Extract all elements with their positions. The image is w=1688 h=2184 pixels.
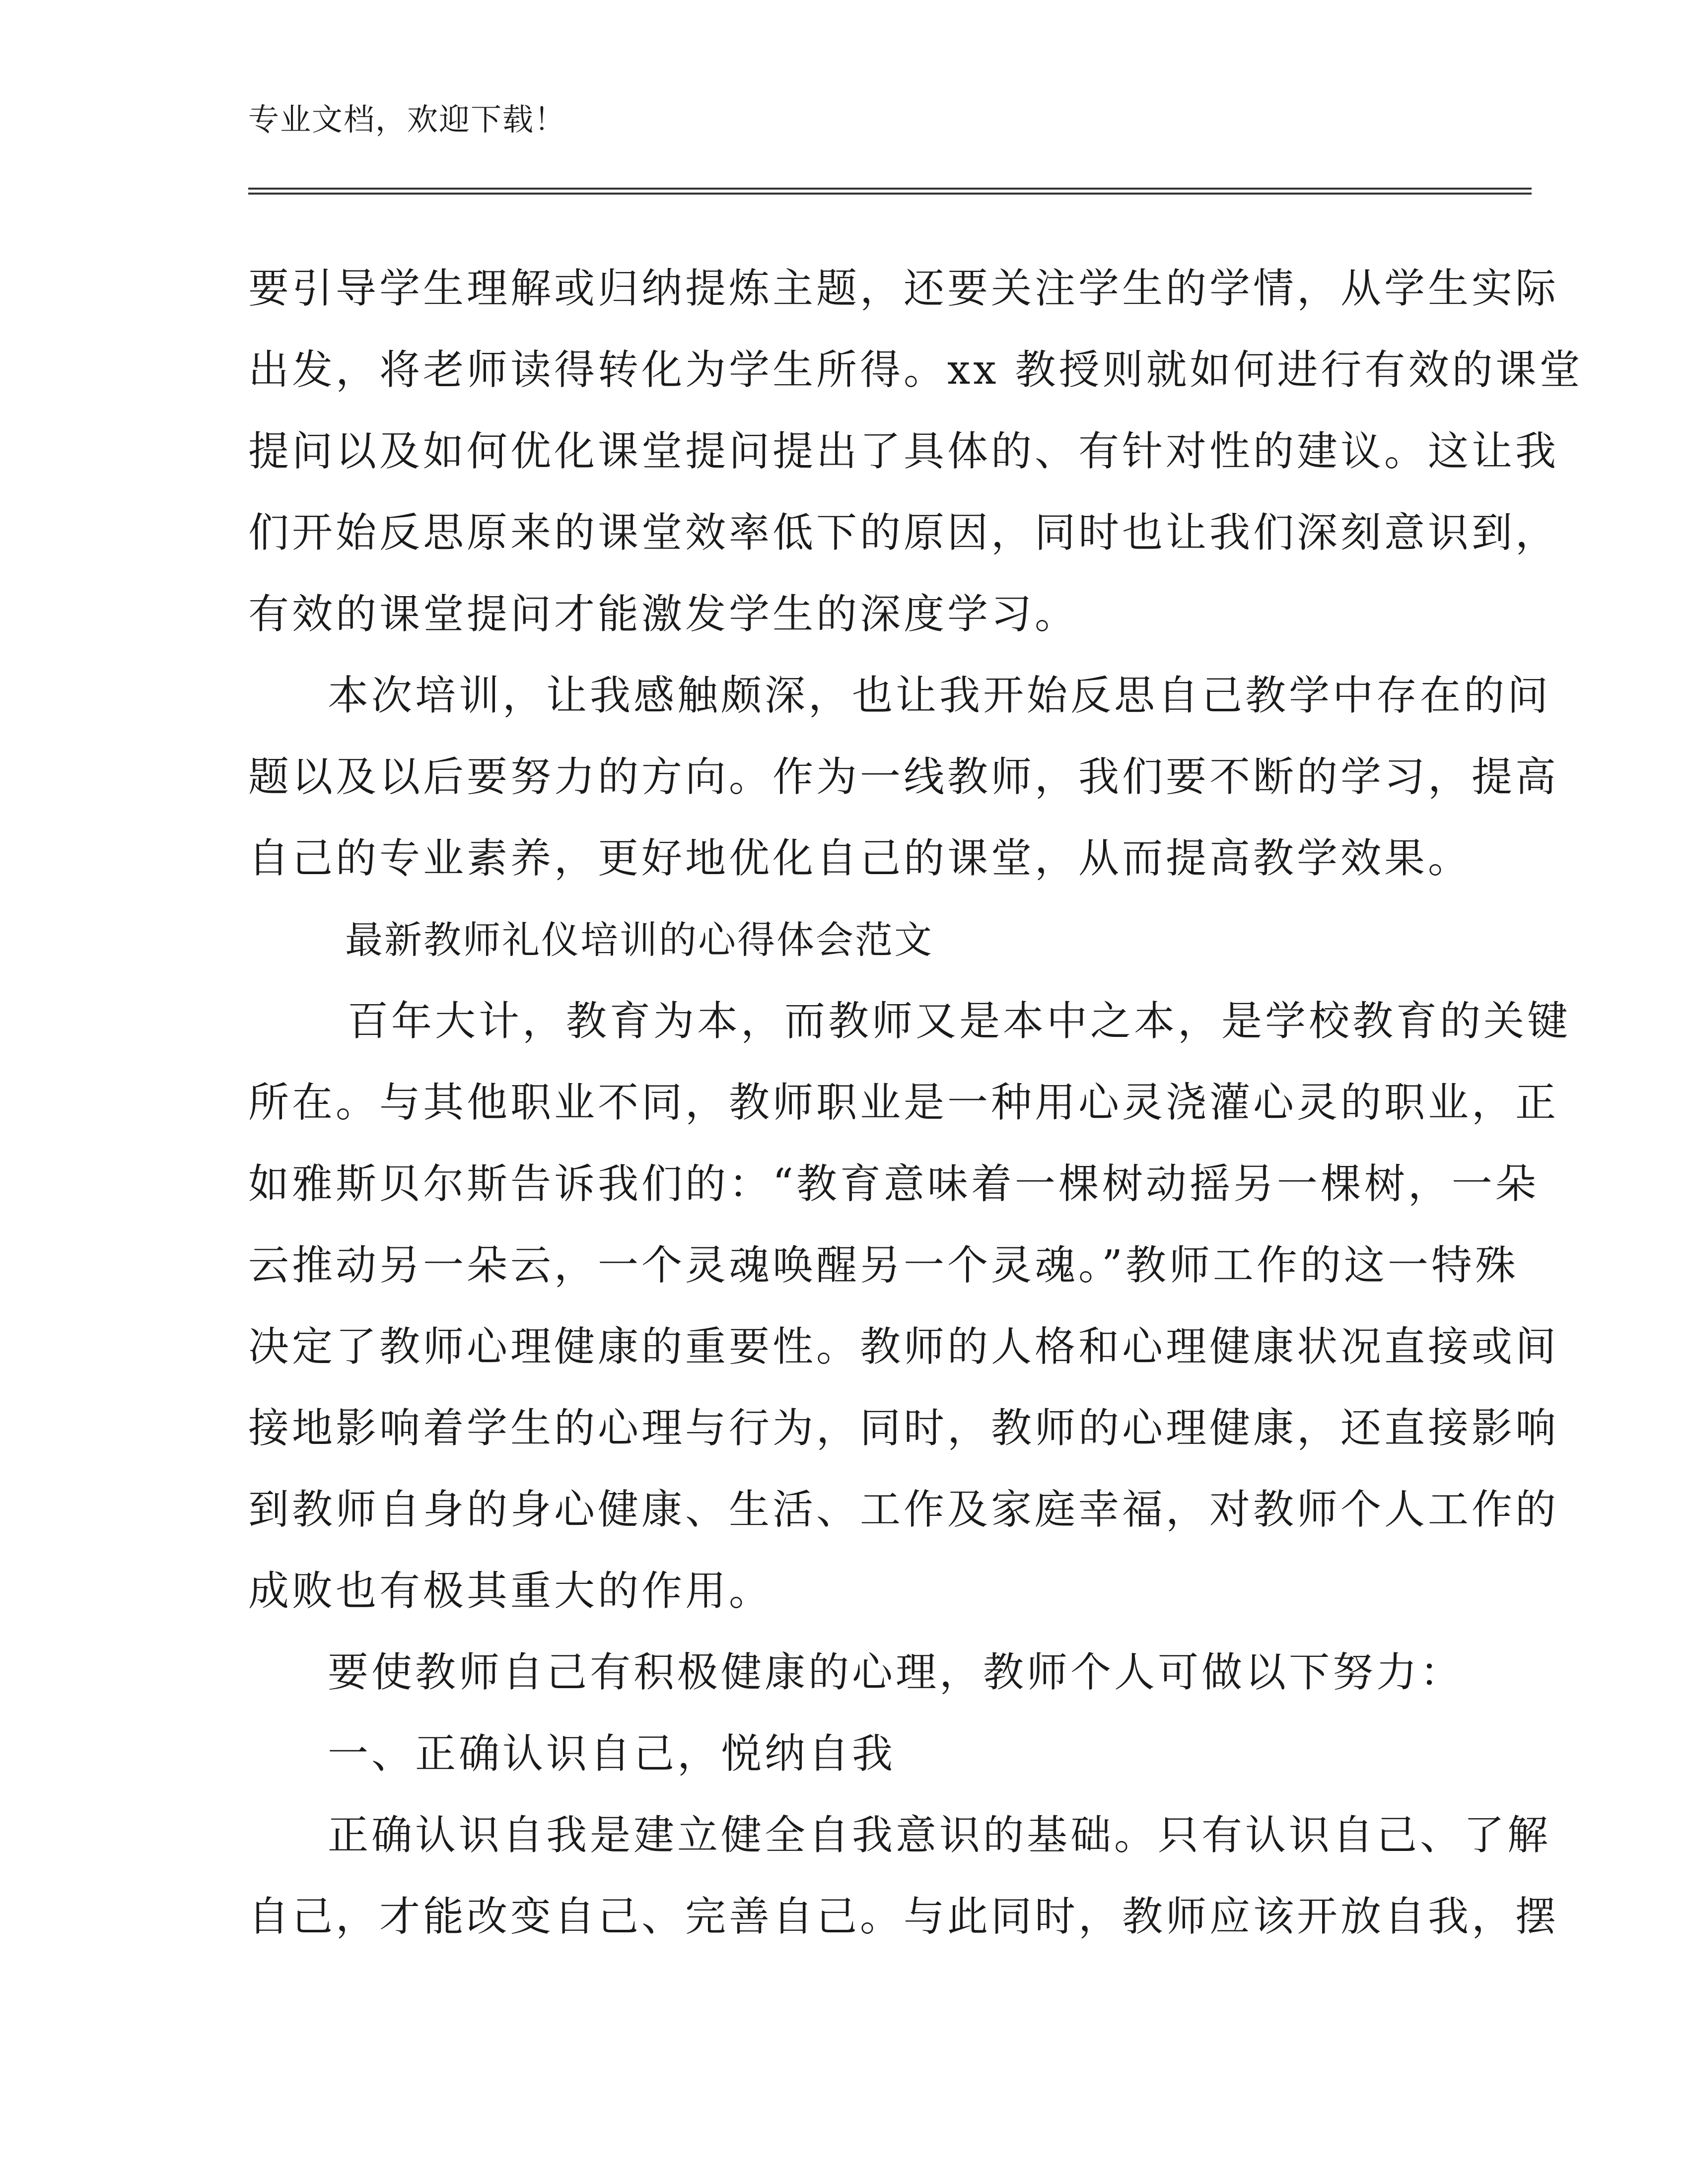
body-line: 到教师自身的身心健康、生活、工作及家庭幸福，对教师个人工作的 xyxy=(248,1486,1559,1533)
section-title: 最新教师礼仪培训的心得体会范文 xyxy=(345,918,933,962)
body-line: 接地影响着学生的心理与行为，同时，教师的心理健康，还直接影响 xyxy=(248,1405,1559,1452)
paragraph-first-line: 要使教师自己有积极健康的心理，教师个人可做以下努力： xyxy=(328,1649,1464,1696)
paragraph-first-line: 本次培训，让我感触颇深，也让我开始反思自己教学中存在的问 xyxy=(328,672,1551,719)
body-line: 成败也有极其重大的作用。 xyxy=(248,1568,773,1615)
document-body xyxy=(248,248,1583,1958)
body-line: 题以及以后要努力的方向。作为一线教师，我们要不断的学习，提高 xyxy=(248,753,1559,801)
body-line: 自己的专业素养，更好地优化自己的课堂，从而提高教学效果。 xyxy=(248,835,1472,882)
body-line: 们开始反思原来的课堂效率低下的原因，同时也让我们深刻意识到， xyxy=(248,509,1559,556)
list-heading: 一、正确认识自己，悦纳自我 xyxy=(328,1730,896,1777)
paragraph-first-line: 百年大计，教育为本，而教师又是本中之本，是学校教育的关键 xyxy=(348,998,1571,1045)
body-line: 要引导学生理解或归纳提炼主题，还要关注学生的学情，从学生实际 xyxy=(248,265,1559,312)
header-divider-bottom xyxy=(248,193,1532,195)
body-line: 如雅斯贝尔斯告诉我们的：“教育意味着一棵树动摇另一棵树，一朵 xyxy=(248,1160,1539,1208)
body-line: 所在。与其他职业不同，教师职业是一种用心灵浇灌心灵的职业，正 xyxy=(248,1079,1559,1126)
body-line: 有效的课堂提问才能激发学生的深度学习。 xyxy=(248,591,1079,638)
body-line: 云推动另一朵云，一个灵魂唤醒另一个灵魂。”教师工作的这一特殊 xyxy=(248,1242,1519,1289)
header-divider-top xyxy=(248,188,1532,190)
page-header-text: 专业文档，欢迎下载！ xyxy=(248,101,566,137)
body-line: 提问以及如何优化课堂提问提出了具体的、有针对性的建议。这让我 xyxy=(248,428,1559,475)
body-line: 决定了教师心理健康的重要性。教师的人格和心理健康状况直接或间 xyxy=(248,1323,1559,1370)
body-line: 出发，将老师读得转化为学生所得。xx 教授则就如何进行有效的课堂 xyxy=(248,346,1583,394)
body-line: 自己，才能改变自己、完善自己。与此同时，教师应该开放自我，摆 xyxy=(248,1893,1559,1940)
paragraph-first-line: 正确认识自我是建立健全自我意识的基础。只有认识自己、了解 xyxy=(328,1812,1551,1859)
